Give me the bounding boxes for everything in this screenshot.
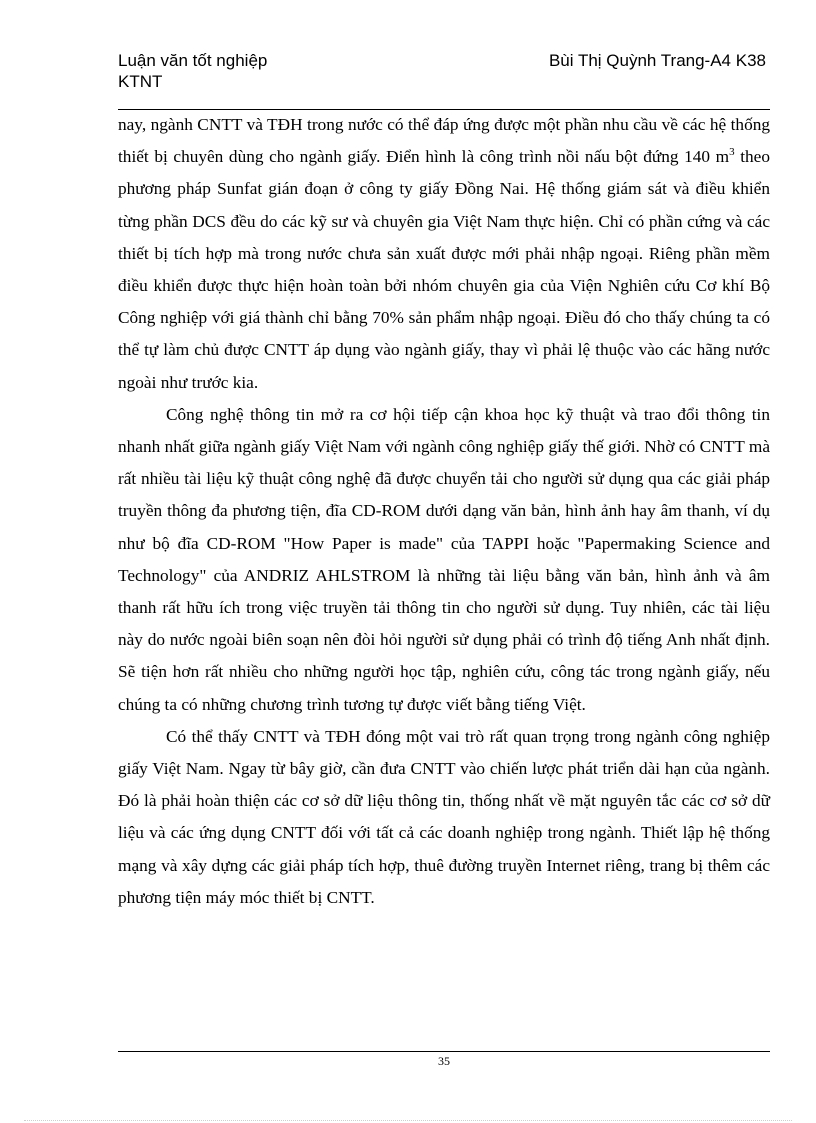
cubic-superscript: 3: [729, 146, 735, 159]
paragraph-continued: [118, 109, 770, 399]
footer-rule: [118, 1051, 770, 1052]
paragraph-1-text-a: nay, ngành CNTT và TĐH trong nước có thể đáp ứng được một phần nhu cầu về các hệ thống thiết bị chuyên dùng cho ngành giấy. Điển hình là công trình nồi nấu bột đứng 140 m: [118, 115, 770, 167]
paragraph-1-text-b: theo phương pháp Sunfat gián đoạn ở công ty giấy Đồng Nai. Hệ thống giám sát và điều khiển từng phần DCS đều do các kỹ sư và chuyên gia Việt Nam thực hiện. Chỉ có phần cứng và các thiết bị tích hợp mà trong nước chưa sản xuất được mới phải nhập ngoại. Riêng phần mềm điều khiển được thực hiện hoàn toàn bởi nhóm chuyên gia của Viện Nghiên cứu Cơ khí Bộ Công nghiệp với giá thành chỉ bằng 70% sản phẩm nhập ngoại. Điều đó cho thấy chúng ta có thể tự làm chủ được CNTT áp dụng vào ngành giấy, thay vì phải lệ thuộc vào các hãng nước ngoài như trước kia.: [118, 147, 770, 392]
paragraph-2: Công nghệ thông tin mở ra cơ hội tiếp cận khoa học kỹ thuật và trao đổi thông tin nhanh nhất giữa ngành giấy Việt Nam với ngành công nghiệp giấy thế giới. Nhờ có CNTT mà rất nhiều tài liệu kỹ thuật công nghệ đã được chuyển tải cho người sử dụng qua các giải pháp truyền thông đa phương tiện, đĩa CD-ROM dưới dạng văn bản, hình ảnh hay âm thanh, ví dụ như bộ đĩa CD-ROM "How Paper is made" của TAPPI hoặc "Papermaking Science and Technology" của ANDRIZ AHLSTROM là những tài liệu bằng văn bản, hình ảnh và âm thanh rất hữu ích trong việc truyền tải thông tin cho người sử dụng. Tuy nhiên, các tài liệu này do nước ngoài biên soạn nên đòi hỏi người sử dụng phải có trình độ tiếng Anh nhất định. Sẽ tiện hơn rất nhiều cho những người học tập, nghiên cứu, công tác trong ngành giấy, nếu chúng ta có những chương trình tương tự được viết bằng tiếng Việt.: [118, 404, 770, 714]
body-text: [118, 109, 770, 914]
header-author: Bùi Thị Quỳnh Trang-A4 K38: [548, 51, 766, 70]
page-edge-divider: [24, 1120, 792, 1121]
paragraph-3: Có thể thấy CNTT và TĐH đóng một vai trò rất quan trọng trong ngành công nghiệp giấy Việt Nam. Ngay từ bây giờ, cần đưa CNTT vào chiến lược phát triển dài hạn của ngành. Đó là phải hoàn thiện các cơ sở dữ liệu thông tin, thống nhất về mặt nguyên tắc các cơ sở dữ liệu và các ứng dụng CNTT đối với tất cả các doanh nghiệp trong ngành. Thiết lập hệ thống mạng và xây dựng các giải pháp tích hợp, thuê đường truyền Internet riêng, trang bị thêm các phương tiện máy móc thiết bị CNTT.: [118, 726, 770, 907]
header-department: KTNT: [118, 72, 163, 91]
header-left: [118, 50, 267, 92]
header-thesis-title: Luận văn tốt nghiệp: [118, 51, 268, 70]
page-number: 35: [438, 1054, 450, 1068]
page-header: [118, 50, 770, 110]
